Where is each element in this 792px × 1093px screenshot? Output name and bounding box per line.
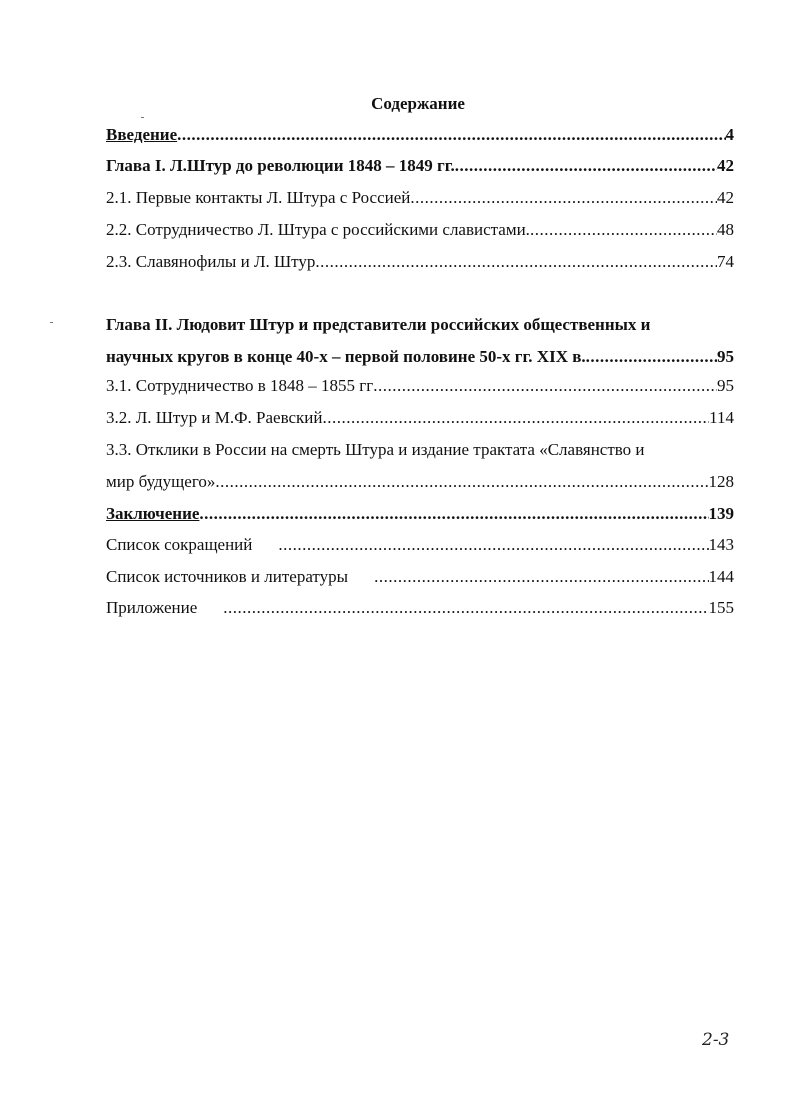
toc-entry-page: 42 — [717, 156, 734, 175]
toc-entry-appendix — [106, 597, 734, 619]
toc-entry-page: 155 — [708, 598, 734, 617]
toc-entry-page: 95 — [717, 347, 734, 366]
toc-entry-label: Глава I. Л.Штур до революции 1848 – 1849 гг. — [106, 156, 455, 175]
handwritten-page-number: 2-3 — [702, 1030, 730, 1050]
toc-entry-page: 48 — [717, 220, 734, 239]
dot-leader — [530, 219, 717, 241]
dot-leader — [323, 407, 710, 429]
toc-entry-section-3-1 — [106, 375, 734, 397]
toc-entry-page: 128 — [708, 472, 734, 491]
toc-entry-label: Список источников и литературы — [106, 567, 349, 586]
toc-entry-label: 3.1. Сотрудничество в 1848 – 1855 гг — [106, 376, 374, 395]
dot-leader — [455, 155, 717, 177]
toc-entry-chapter-2 — [106, 346, 734, 368]
toc-entry-label: мир будущего» — [106, 472, 216, 491]
toc-entry-section-2-2 — [106, 219, 734, 241]
toc-entry-section-3-3-line1: 3.3. Отклики в России на смерть Штура и издание трактата «Славянство и — [106, 440, 645, 459]
dot-leader — [373, 375, 717, 397]
scan-speck — [50, 322, 53, 323]
toc-entry-page: 143 — [708, 535, 734, 554]
dot-leader — [278, 534, 708, 556]
toc-entry-section-3-2 — [106, 407, 734, 429]
dot-leader — [315, 251, 717, 273]
toc-entry-label: Заключение — [106, 504, 200, 523]
toc-entry-page: 139 — [708, 504, 734, 523]
toc-entry-chapter-2-line1: Глава II. Людовит Штур и представители российских общественных и — [106, 315, 651, 334]
dot-leader — [223, 597, 708, 619]
toc-entry-page: 144 — [708, 567, 734, 586]
toc-entry-label: 2.3. Славянофилы и Л. Штур — [106, 252, 316, 271]
toc-entry-introduction — [106, 124, 734, 146]
dot-leader — [199, 503, 708, 525]
dot-leader — [177, 124, 725, 146]
toc-entry-page: 42 — [717, 188, 734, 207]
toc-entry-page: 4 — [725, 125, 734, 144]
toc-entry-section-3-3 — [106, 471, 734, 493]
toc-entry-label: 2.1. Первые контакты Л. Штура с Россией — [106, 188, 411, 207]
toc-entry-label: 3.2. Л. Штур и М.Ф. Раевский — [106, 408, 323, 427]
toc-entry-sources — [106, 566, 734, 588]
toc-entry-page: 74 — [717, 252, 734, 271]
toc-entry-chapter-1 — [106, 155, 734, 177]
toc-entry-section-2-3 — [106, 251, 734, 273]
toc-entry-label: Список сокращений — [106, 535, 253, 554]
toc-entry-label: научных кругов в конце 40-х – первой половине 50-х гг. XIX в. — [106, 347, 586, 366]
toc-entry-label: Введение — [106, 125, 178, 144]
toc-entry-abbreviations — [106, 534, 734, 556]
toc-entry-conclusion — [106, 503, 734, 525]
toc-entry-page: 95 — [717, 376, 734, 395]
dot-leader — [374, 566, 708, 588]
dot-leader — [410, 187, 717, 209]
scan-speck — [141, 117, 144, 118]
toc-title: Содержание — [371, 94, 465, 113]
dot-leader — [586, 346, 717, 368]
toc-entry-page: 114 — [709, 408, 734, 427]
toc-entry-label: 2.2. Сотрудничество Л. Штура с российскими славистами. — [106, 220, 530, 239]
toc-entry-label: Приложение — [106, 598, 198, 617]
toc-entry-section-2-1 — [106, 187, 734, 209]
dot-leader — [215, 471, 708, 493]
